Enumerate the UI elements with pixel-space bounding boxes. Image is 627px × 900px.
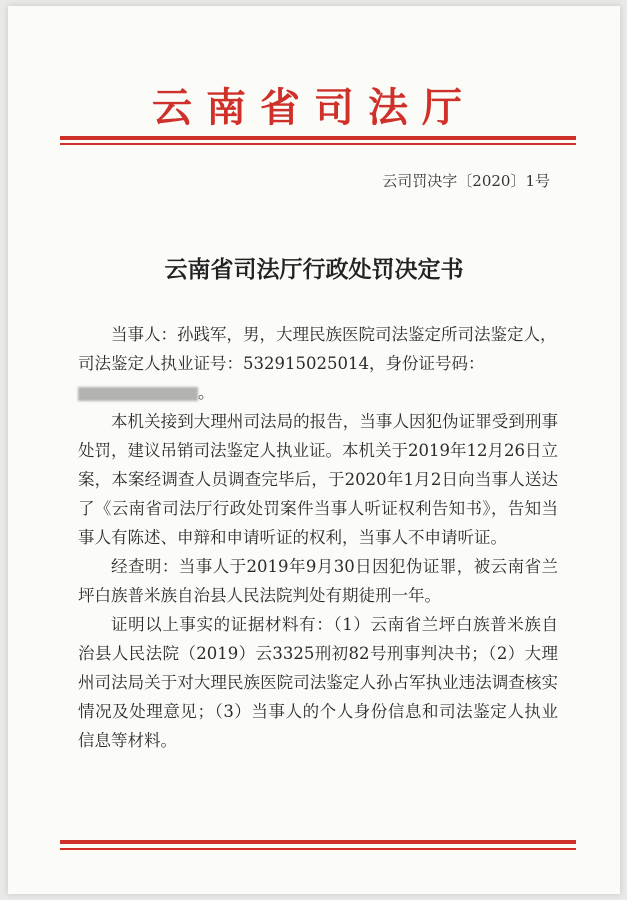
document-page (8, 6, 620, 894)
paragraph-2: 经查明：当事人于2019年9月30日因犯伪证罪，被云南省兰坪白族普米族自治县人民法院判处有期徒刑一年。 (78, 557, 558, 605)
party-line-1: 当事人：孙践军，男，大理民族医院司法鉴定所司法鉴定人， (111, 325, 557, 344)
redacted-id-number (78, 387, 198, 401)
footer-rule-thin (60, 848, 576, 850)
header-rule-thin (60, 143, 576, 145)
document-number: 云司罚决字〔2020〕1号 (382, 172, 550, 190)
party-line-3-end: 。 (198, 383, 215, 402)
footer-rule-thick (60, 840, 576, 844)
party-line-3 (78, 378, 558, 407)
paragraph-3: 证明以上事实的证据材料有：（1）云南省兰坪白族普米族自治县人民法院（2019）云3325刑初82号刑事判决书；（2）大理州司法局关于对大理民族医院司法鉴定人孙占军执业违法调查核实情况及处理意见；（3）当事人的个人身份信息和司法鉴定人执业信息等材料。 (78, 615, 558, 750)
document-title: 云南省司法厅行政处罚决定书 (164, 256, 464, 283)
party-line-2: 司法鉴定人执业证号：532915025014，身份证号码： (78, 354, 485, 373)
paragraph-1: 本机关接到大理州司法局的报告，当事人因犯伪证罪受到刑事处罚，建议吊销司法鉴定人执业证。本机关于2019年12月26日立案，本案经调查人员调查完毕后，于2020年1月2日向当事人送达了《云南省司法厅行政处罚案件当事人听证权利告知书》，告知当事人有陈述、申辩和申请听证的权利，当事人不申请听证。 (78, 412, 558, 547)
issuing-authority-header: 云南省司法厅 (152, 84, 476, 131)
document-body (78, 320, 558, 755)
header-rule-thick (60, 136, 576, 140)
